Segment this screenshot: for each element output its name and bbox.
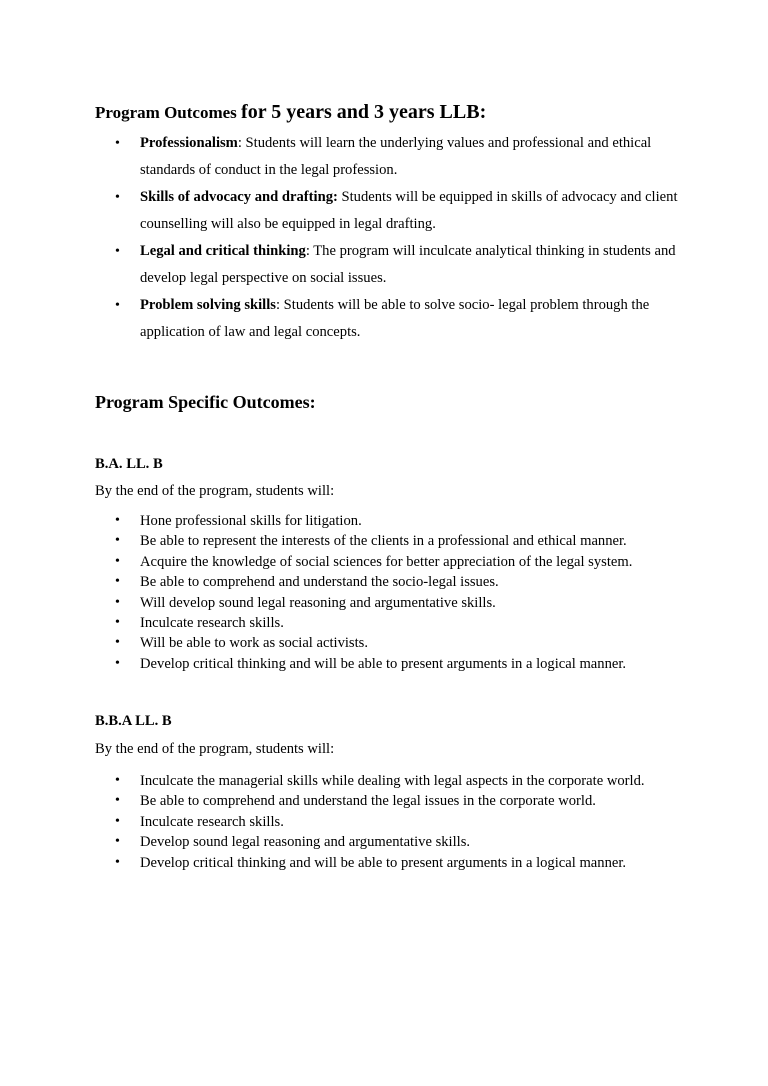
outcome-item — [115, 130, 695, 184]
list-item-text: Inculcate research skills. — [140, 615, 284, 632]
list-item — [115, 771, 715, 791]
outcome-item — [115, 184, 695, 238]
bba-llb-heading: B.B.A LL. B — [95, 713, 172, 729]
bullet-icon: • — [115, 513, 120, 528]
outcome-term: Skills of advocacy and drafting: — [140, 189, 338, 205]
bullet-icon: • — [115, 655, 120, 671]
heading-part-2: for 5 years and 3 years LLB: — [241, 101, 487, 123]
ba-llb-heading: B.A. LL. B — [95, 456, 163, 472]
bullet-icon: • — [115, 298, 120, 313]
list-item-text: Be able to represent the interests of the clients in a professional and ethical manner. — [140, 533, 627, 550]
bullet-icon: • — [115, 574, 120, 590]
bba-llb-intro: By the end of the program, students will: — [95, 741, 335, 757]
list-item — [115, 593, 715, 613]
list-item-text: Develop critical thinking and will be able to present arguments in a logical manner. — [140, 655, 627, 672]
bullet-icon: • — [115, 244, 120, 259]
list-item — [115, 853, 715, 873]
outcome-text: Students will be equipped in skills of advocacy and client counselling will also be equipped in legal drafting. — [140, 189, 678, 232]
bullet-icon: • — [115, 594, 120, 610]
program-outcomes-list — [115, 130, 695, 346]
list-item-text: Be able to comprehend and understand the legal issues in the corporate world. — [140, 793, 596, 810]
bullet-icon: • — [115, 834, 120, 850]
outcome-item — [115, 292, 695, 346]
list-item — [115, 832, 715, 852]
outcome-text: : Students will be able to solve socio- legal problem through the application of law and legal concepts. — [140, 297, 650, 340]
bullet-icon: • — [115, 635, 120, 651]
list-item-text: Develop critical thinking and will be able to present arguments in a logical manner. — [140, 854, 627, 871]
list-item — [115, 552, 715, 572]
bullet-icon: • — [115, 813, 120, 829]
bullet-icon: • — [115, 854, 120, 870]
outcome-term: Problem solving skills — [140, 297, 276, 313]
outcome-item — [115, 238, 695, 292]
list-item-text: Will develop sound legal reasoning and argumentative skills. — [140, 594, 496, 611]
list-item — [115, 572, 715, 592]
list-item-text: Inculcate the managerial skills while dealing with legal aspects in the corporate world. — [140, 773, 645, 789]
bullet-icon: • — [115, 190, 120, 205]
list-item — [115, 654, 715, 674]
heading-part-1: Program Outcomes — [95, 103, 242, 122]
bullet-icon: • — [115, 773, 120, 788]
list-item — [115, 613, 715, 633]
list-item — [115, 633, 715, 653]
bullet-icon: • — [115, 533, 120, 549]
bba-llb-list — [115, 771, 715, 873]
ba-llb-intro: By the end of the program, students will: — [95, 483, 335, 499]
outcome-text: : The program will inculcate analytical thinking in students and develop legal perspective on social issues. — [140, 243, 676, 286]
ba-llb-list — [115, 511, 715, 674]
bullet-icon: • — [115, 136, 120, 151]
outcome-term: Legal and critical thinking — [140, 243, 306, 259]
program-outcomes-heading — [95, 94, 486, 126]
outcome-text: : Students will learn the underlying values and professional and ethical standards of conduct in the legal profession. — [140, 135, 652, 178]
specific-outcomes-heading: Program Specific Outcomes: — [95, 392, 316, 412]
list-item-text: Develop sound legal reasoning and argumentative skills. — [140, 834, 471, 851]
bullet-icon: • — [115, 553, 120, 569]
bullet-icon: • — [115, 615, 120, 631]
list-item-text: Will be able to work as social activists. — [140, 635, 368, 652]
list-item-text: Acquire the knowledge of social sciences for better appreciation of the legal system. — [140, 553, 633, 570]
list-item-text: Hone professional skills for litigation. — [140, 513, 362, 529]
outcome-term: Professionalism — [140, 135, 238, 151]
list-item-text: Inculcate research skills. — [140, 813, 284, 830]
list-item — [115, 511, 715, 531]
list-item-text: Be able to comprehend and understand the socio-legal issues. — [140, 574, 499, 591]
bullet-icon: • — [115, 793, 120, 809]
list-item — [115, 791, 715, 811]
list-item — [115, 812, 715, 832]
list-item — [115, 531, 715, 551]
